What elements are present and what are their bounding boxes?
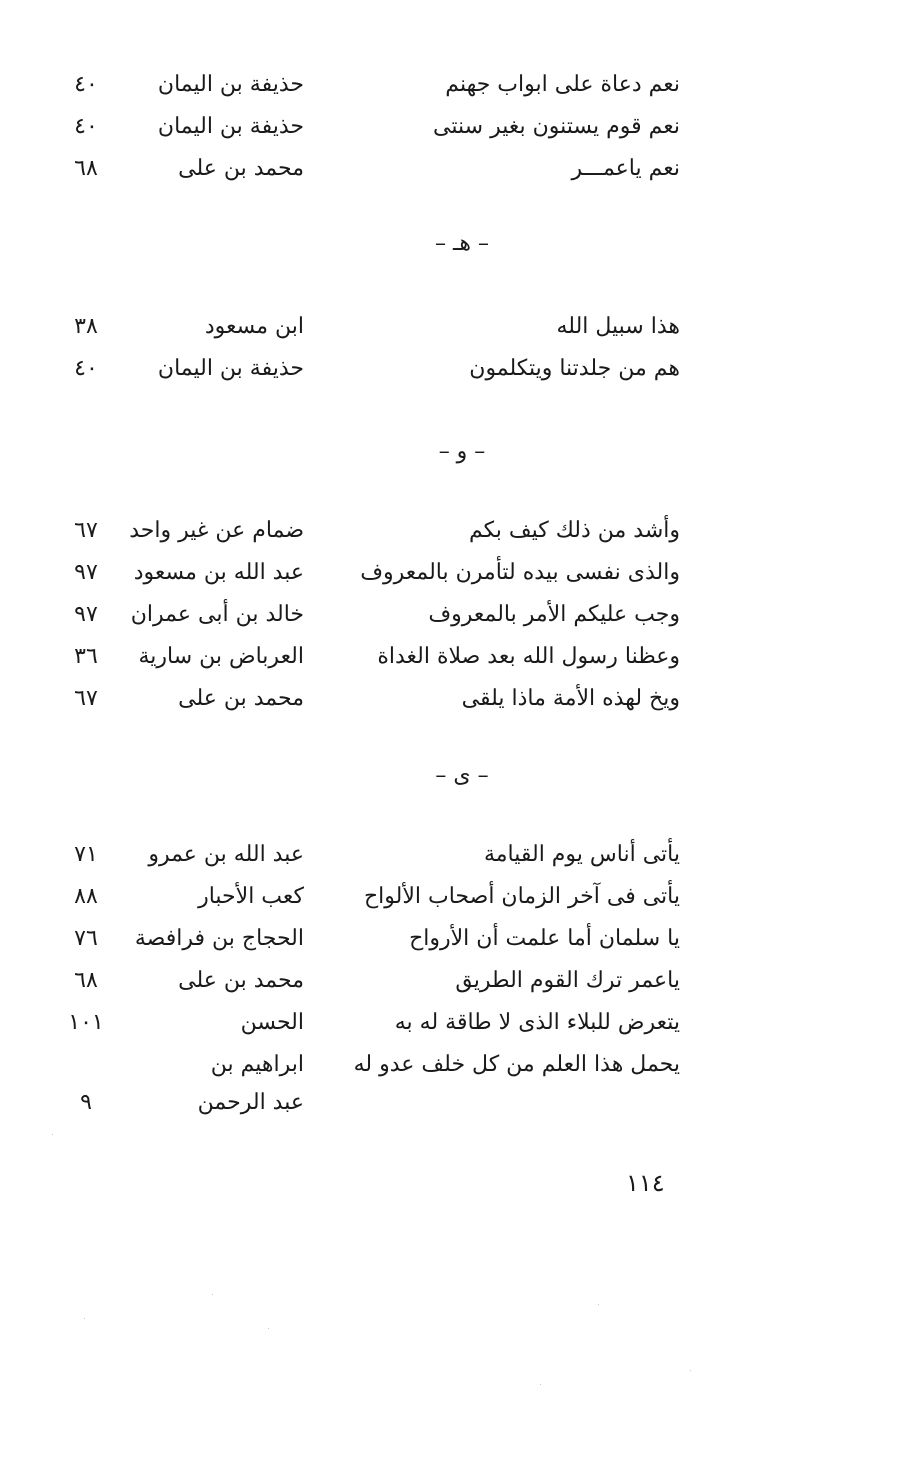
page-number: ١١٤ [626,1169,665,1197]
hadith-text: نعم دعاة على ابواب جهنم [445,72,680,97]
scan-speck [84,1318,85,1319]
hadith-text: يأتى أناس يوم القيامة [483,842,680,867]
page-reference: ٧١ [74,842,98,867]
narrator-name: حذيفة بن اليمان [157,356,304,381]
letter-heading-ha: – هـ – [434,231,490,256]
scan-speck [598,1304,599,1305]
hadith-text: يحمل هذا العلم من كل خلف عدو له [353,1052,680,1077]
index-row [0,876,924,918]
page-reference: ٤٠ [74,72,98,97]
index-row [0,552,924,594]
narrator-name: ابراهيم بن [210,1052,304,1077]
index-row-continuation [0,1082,924,1120]
narrator-name: محمد بن على [178,156,304,181]
page-reference: ٣٨ [74,314,98,339]
hadith-text: والذى نفسى بيده لتأمرن بالمعروف [360,560,680,585]
scan-speck [540,1384,541,1385]
narrator-name: عبد الرحمن [197,1090,304,1115]
page-reference: ٣٦ [74,644,98,669]
page-reference: ٧٦ [74,926,98,951]
page-reference: ٨٨ [74,884,98,909]
narrator-name: محمد بن على [178,968,304,993]
page-reference: ٤٠ [74,114,98,139]
narrator-name: حذيفة بن اليمان [157,72,304,97]
page-reference: ٩٧ [74,560,98,585]
index-row [0,148,924,190]
page-reference: ٩٧ [74,602,98,627]
narrator-name: محمد بن على [178,686,304,711]
section-waw [0,510,924,720]
page-reference: ٩ [80,1090,92,1115]
hadith-text: هذا سبيل الله [556,314,680,339]
index-row [0,1044,924,1082]
hadith-text: نعم قوم يستنون بغير سنتى [433,114,680,139]
section-ha [0,306,924,390]
section-nun-continued [0,64,924,190]
page-reference: ٦٨ [74,968,98,993]
index-row [0,510,924,552]
narrator-name: عبد الله بن عمرو [148,842,304,867]
letter-heading-ya: – ى – [435,763,489,788]
page-reference: ٤٠ [74,356,98,381]
page-reference: ١٠١ [68,1010,104,1035]
index-row [0,918,924,960]
hadith-text: وعظنا رسول الله بعد صلاة الغداة [377,644,680,669]
narrator-name: ضمام عن غير واحد [129,518,304,543]
hadith-text: نعم ياعمـــر [571,156,680,181]
hadith-text: هم من جلدتنا ويتكلمون [469,356,680,381]
narrator-name: العرباض بن سارية [138,644,304,669]
hadith-text: ياعمر ترك القوم الطريق [455,968,680,993]
narrator-name: ابن مسعود [204,314,304,339]
index-row [0,1002,924,1044]
section-ya [0,834,924,1120]
index-row [0,594,924,636]
page-reference: ٦٨ [74,156,98,181]
hadith-text: يأتى فى آخر الزمان أصحاب الألواح [363,884,680,909]
index-row [0,64,924,106]
scan-speck [212,1294,213,1295]
index-row [0,306,924,348]
narrator-name: عبد الله بن مسعود [133,560,304,585]
hadith-text: يتعرض للبلاء الذى لا طاقة له به [394,1010,680,1035]
index-row [0,106,924,148]
narrator-name: خالد بن أبى عمران [130,602,304,627]
narrator-name: الحجاج بن فرافصة [134,926,304,951]
narrator-name: كعب الأحبار [198,884,304,909]
index-row [0,678,924,720]
scan-speck [268,1328,269,1329]
index-row [0,636,924,678]
page-reference: ٦٧ [74,518,98,543]
index-row [0,348,924,390]
index-row [0,834,924,876]
hadith-text: وأشد من ذلك كيف بكم [468,518,680,543]
letter-heading-waw: – و – [438,439,486,464]
scan-speck [690,1370,691,1371]
hadith-text: يا سلمان أما علمت أن الأرواح [409,926,680,951]
hadith-text: وجب عليكم الأمر بالمعروف [428,602,680,627]
narrator-name: حذيفة بن اليمان [157,114,304,139]
scan-speck [52,1134,53,1135]
index-row [0,960,924,1002]
hadith-text: ويخ لهذه الأمة ماذا يلقى [461,686,680,711]
narrator-name: الحسن [240,1010,304,1035]
page-reference: ٦٧ [74,686,98,711]
